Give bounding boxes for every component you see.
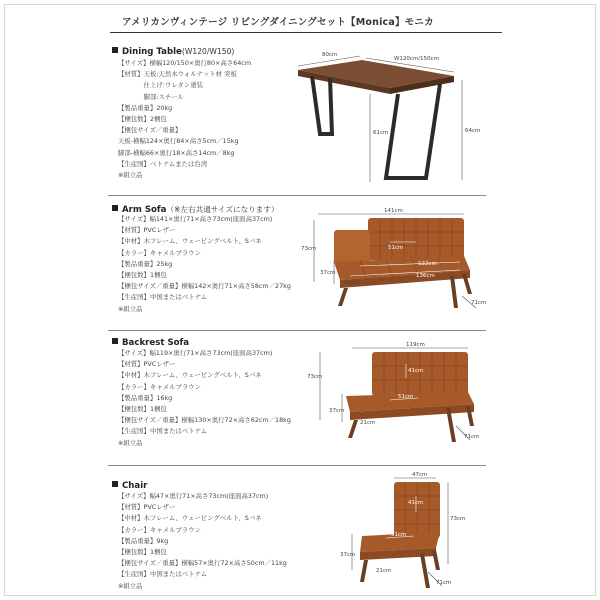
- arm-sofa-leg: [450, 276, 458, 308]
- spec-line: 【梱包サイズ／重量】横幅57×奥行72×高さ50cm／11kg: [118, 559, 287, 568]
- spec-line: 【梱包サイズ／重量】: [118, 126, 182, 135]
- spec-line: 【サイズ】幅47×奥行71×高さ73cm(座面高37cm): [118, 492, 269, 500]
- chair-width-label: 47cm: [412, 472, 428, 478]
- chair-title: [112, 481, 147, 491]
- spec-line: 脚部:スチール: [118, 92, 184, 101]
- chair-seat-height-label: 37cm: [340, 552, 356, 558]
- section-divider: [108, 330, 486, 331]
- table-leg-right: [386, 84, 440, 178]
- backrest-sofa-height-label: 73cm: [307, 374, 323, 380]
- spec-line: 【梱包数】1梱包: [118, 547, 167, 556]
- table-height-label: 64cm: [465, 128, 480, 134]
- chair-leg: [420, 554, 430, 588]
- spec-line: 【製品重量】16kg: [118, 393, 173, 402]
- spec-line: 天板-横幅124×奥行84×高さ5cm／15kg: [118, 137, 239, 146]
- arm-sofa-illustration: [300, 204, 490, 316]
- spec-line: 【カラー】キャメルブラウン: [118, 382, 202, 391]
- arm-sofa-leg: [338, 288, 348, 306]
- page-title: アメリカンヴィンテージ リビングダイニングセット【Monica】モニカ: [122, 17, 434, 28]
- backrest-sofa-leg: [348, 420, 358, 438]
- backrest-sofa-width-label: 119cm: [406, 342, 425, 348]
- chair-leg: [360, 560, 368, 582]
- arm-sofa-spec-list: [118, 214, 291, 315]
- section-divider: [108, 465, 486, 466]
- backrest-sofa-back-label: 41cm: [408, 368, 424, 374]
- spec-line: 【生産国】中国またはベトナム: [118, 293, 208, 302]
- spec-line: 【生産国】中国またはベトナム: [118, 427, 208, 436]
- backrest-sofa-leg-label: 21cm: [360, 420, 376, 426]
- spec-line: 【梱包数】2梱包: [118, 114, 167, 123]
- spec-line: 【製品重量】20kg: [118, 103, 173, 112]
- spec-line: 【生産国】中国またはベトナム: [118, 570, 208, 579]
- chair-depth-label: 71cm: [436, 580, 452, 586]
- table-depth-label: 80cm: [322, 52, 338, 58]
- bullet-square-icon: [112, 47, 118, 53]
- page-header: [12, 10, 588, 32]
- header-rule: [110, 32, 502, 33]
- arm-sofa-name: Arm Sofa: [122, 205, 167, 215]
- spec-line: 【梱包サイズ／重量】横幅130×奥行72×高さ62cm／18kg: [118, 416, 291, 425]
- chair-leg-label: 21cm: [376, 568, 392, 574]
- spec-line: 【生産国】ベトナムまたは台湾: [118, 159, 208, 168]
- spec-line: 【サイズ】幅119×奥行71×高さ73cm(座面高37cm): [118, 349, 273, 357]
- chair-spec-list: [118, 491, 287, 592]
- bullet-square-icon: [112, 338, 118, 344]
- backrest-sofa-name: Backrest Sofa: [122, 338, 190, 348]
- backrest-sofa-spec-list: [118, 348, 291, 449]
- spec-line: 【材質】天板:天然木ウォルナット材 突板: [118, 70, 237, 79]
- bullet-square-icon: [112, 481, 118, 487]
- spec-line: 【材質】PVCレザー: [118, 360, 176, 369]
- arm-sofa-arm: [334, 230, 370, 264]
- spec-line: 【中材】木フレーム、ウェービングベルト、Sバネ: [118, 237, 262, 246]
- spec-line: 【製品重量】25kg: [118, 259, 173, 268]
- spec-line: 【梱包サイズ／重量】横幅142×奥行71×高さ58cm／27kg: [118, 282, 291, 291]
- spec-line: 脚部-横幅66×奥行18×高さ14cm／8kg: [118, 148, 235, 157]
- chair-name: Chair: [122, 481, 148, 491]
- arm-sofa-height-label: 73cm: [301, 246, 317, 252]
- arm-sofa-seat-width-label: 122cm: [418, 261, 437, 267]
- spec-line: ※組立品: [118, 581, 143, 590]
- table-leg-left: [312, 76, 332, 134]
- chair-seat-depth-label: 51cm: [391, 532, 407, 538]
- arm-sofa-depth-label: 71cm: [471, 300, 487, 306]
- arm-sofa-width-label: 141cm: [384, 208, 403, 214]
- spec-line: 【材質】PVCレザー: [118, 226, 176, 235]
- arm-sofa-back-label: 51cm: [388, 245, 404, 251]
- table-leg-height-label: 61cm: [373, 130, 389, 136]
- arm-sofa-inner-label: 136cm: [416, 273, 435, 279]
- chair-back-label: 41cm: [408, 500, 424, 506]
- table-spec-list: [118, 58, 251, 181]
- spec-line: 【サイズ】幅141×奥行71×高さ73cm(座面高37cm): [118, 215, 273, 223]
- spec-line: 【カラー】キャメルブラウン: [118, 248, 202, 257]
- arm-sofa-name-suffix: （※左右共通サイズになります）: [166, 205, 279, 214]
- chair-illustration: [336, 470, 486, 594]
- backrest-sofa-title: [112, 338, 189, 348]
- arm-sofa-seat-height-label: 37cm: [320, 270, 336, 276]
- backrest-sofa-seat-depth-label: 51cm: [398, 394, 414, 400]
- backrest-sofa-depth-label: 71cm: [464, 434, 480, 440]
- spec-line: 【製品重量】9kg: [118, 536, 169, 545]
- arm-sofa-leg-label: 21cm: [344, 280, 360, 286]
- dining-table-illustration: [290, 44, 480, 194]
- spec-line: 【サイズ】横幅120/150×奥行80×高さ64cm: [118, 59, 252, 67]
- spec-line: ※組立品: [118, 438, 143, 447]
- chair-leg: [432, 550, 440, 570]
- spec-line: 【中材】木フレーム、ウェービングベルト、Sバネ: [118, 514, 262, 523]
- table-name: Dining Table: [122, 47, 182, 57]
- bullet-square-icon: [112, 205, 118, 211]
- section-divider: [108, 195, 486, 196]
- table-width-label: W120cm/150cm: [394, 56, 440, 62]
- spec-line: 【中材】木フレーム、ウェービングベルト、Sバネ: [118, 371, 262, 380]
- spec-line: 【材質】PVCレザー: [118, 503, 176, 512]
- spec-line: 【カラー】キャメルブラウン: [118, 525, 202, 534]
- backrest-sofa-seat-height-label: 37cm: [329, 408, 345, 414]
- spec-line: ※組立品: [118, 170, 143, 179]
- table-name-suffix: (W120/W150): [181, 47, 235, 56]
- chair-height-label: 73cm: [450, 516, 466, 522]
- spec-line: 【梱包数】1梱包: [118, 270, 167, 279]
- spec-line: 【梱包数】1梱包: [118, 404, 167, 413]
- spec-line: ※組立品: [118, 304, 143, 313]
- spec-line: 仕上げ:ウレタン塗装: [118, 81, 203, 90]
- table-title: [112, 47, 234, 57]
- backrest-sofa-illustration: [306, 338, 486, 450]
